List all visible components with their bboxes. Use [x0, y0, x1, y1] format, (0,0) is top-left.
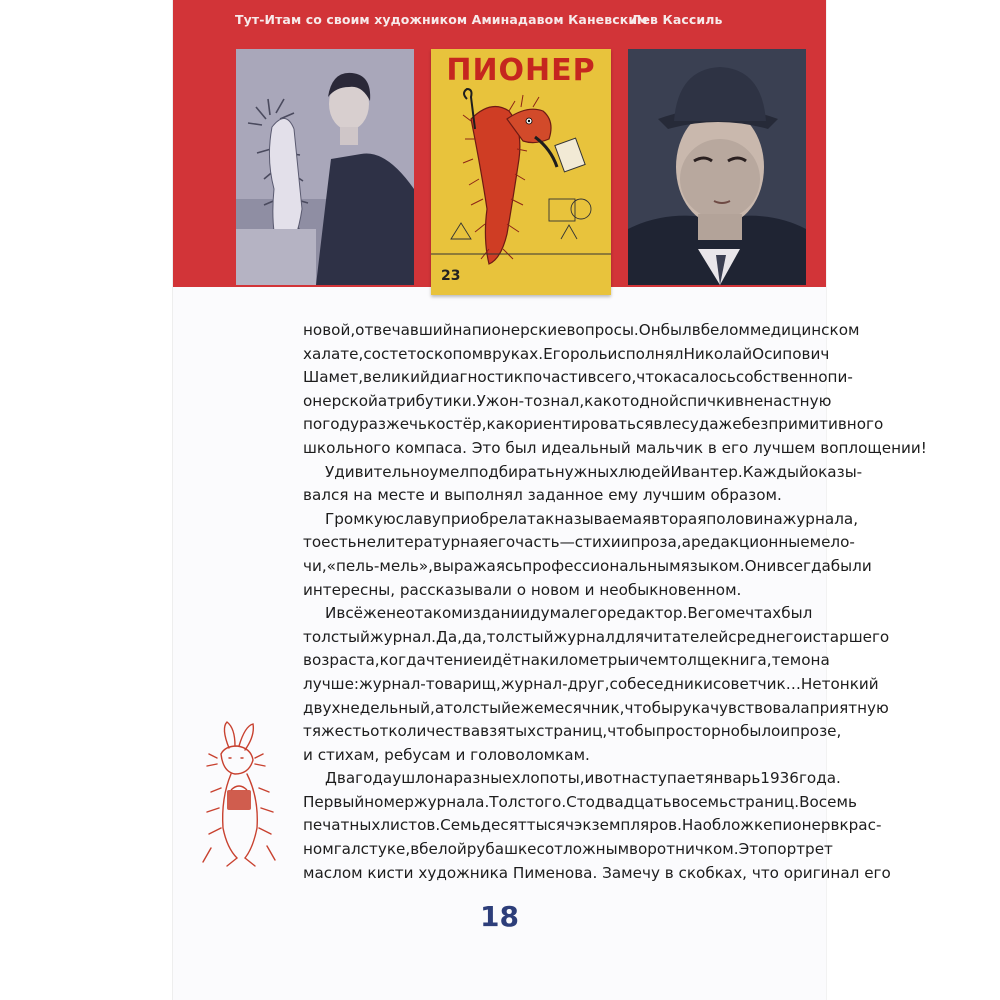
- magazine-issue-number: 23: [441, 268, 461, 284]
- book-page: [172, 0, 927, 1000]
- text-line: ном галстуке, в белой рубашке с отложным воротничком. Это портрет: [303, 840, 833, 859]
- text-line: школьного компаса. Это был идеальный мальчик в его лучшем воплощении!: [303, 438, 927, 457]
- photo-artist-with-figure: [236, 49, 414, 285]
- magazine-title: ПИОНЕР: [446, 53, 596, 88]
- text-line: чи, «пель-мель», выражаясь профессиональным языком. Они всегда были: [303, 556, 872, 575]
- text-line: Два года ушло на разные хлопоты, и вот наступает январь 1936 года.: [325, 769, 841, 788]
- text-line: двухнедельный, а толстый ежемесячник, чтобы рука чувствовала приятную: [303, 698, 889, 717]
- text-line: Громкую славу приобрела так называемая вторая половина журнала,: [325, 509, 859, 528]
- text-line: печатных листов. Семьдесят тысяч экземпляров. На обложке пионер в крас-: [303, 816, 882, 835]
- photo-man-in-hat: [628, 49, 806, 285]
- photo-portrait-illustration: [628, 49, 806, 285]
- header-color-band: [173, 0, 826, 287]
- text-line: онерской атрибутики. Уж он-то знал, как от одной спички в ненастную: [303, 391, 832, 410]
- text-line: новой, отвечавший на пионерские вопросы. Он был в белом медицинском: [303, 321, 860, 339]
- text-line: лучше: журнал-товарищ, журнал-друг, собеседник и советчик… Не тонкий: [303, 674, 879, 693]
- text-line: тяжесть от количества взятых страниц, чтобы просторно было и прозе,: [303, 722, 842, 741]
- body-text: [303, 319, 927, 885]
- hare-doodle-illustration: [191, 718, 286, 873]
- text-line: Шамет, великий диагностик по части всего, что касалось собственно пи-: [303, 368, 853, 387]
- text-line: Первый номер журнала. Толстого. Сто двадцать восемь страниц. Восемь: [303, 792, 857, 811]
- text-line: и стихам, ребусам и головоломкам.: [303, 745, 590, 764]
- text-line: толстый журнал. Да, да, толстый журнал для читателей среднего и старшего: [303, 627, 890, 646]
- text-line: возраста, когда чтение идёт на километры и чем толще книга, тем она: [303, 651, 830, 670]
- text-line: вался на месте и выполнял заданное ему лучшим образом.: [303, 486, 782, 505]
- text-line: интересны, рассказывали о новом и необыкновенном.: [303, 580, 742, 599]
- text-line: то есть не литературная его часть — стихи и проза, а редакционные мело-: [303, 533, 855, 552]
- text-line: маслом кисти художника Пименова. Замечу в скобках, что оригинал его: [303, 863, 891, 882]
- photo-caption-left: Тут-Итам со своим художником Аминадавом Каневским: [235, 12, 648, 27]
- text-line: Удивительно умел подбирать нужных людей Ивантер. Каждый оказы-: [325, 462, 863, 481]
- photo-caption-right: Лев Кассиль: [631, 12, 723, 27]
- page-number: 18: [480, 900, 519, 933]
- photo-artist-illustration: [236, 49, 414, 285]
- text-line: И всё же не о таком издании думал его редактор. В его мечтах был: [325, 604, 813, 623]
- text-line: погоду разжечь костёр, как ориентироваться в лесу даже без примитивного: [303, 415, 884, 434]
- text-line: халате, со стетоскопом в руках. Его роль исполнял Николай Осипович: [303, 344, 830, 363]
- magazine-cover-illustration: [431, 49, 611, 295]
- magazine-cover: [431, 49, 611, 295]
